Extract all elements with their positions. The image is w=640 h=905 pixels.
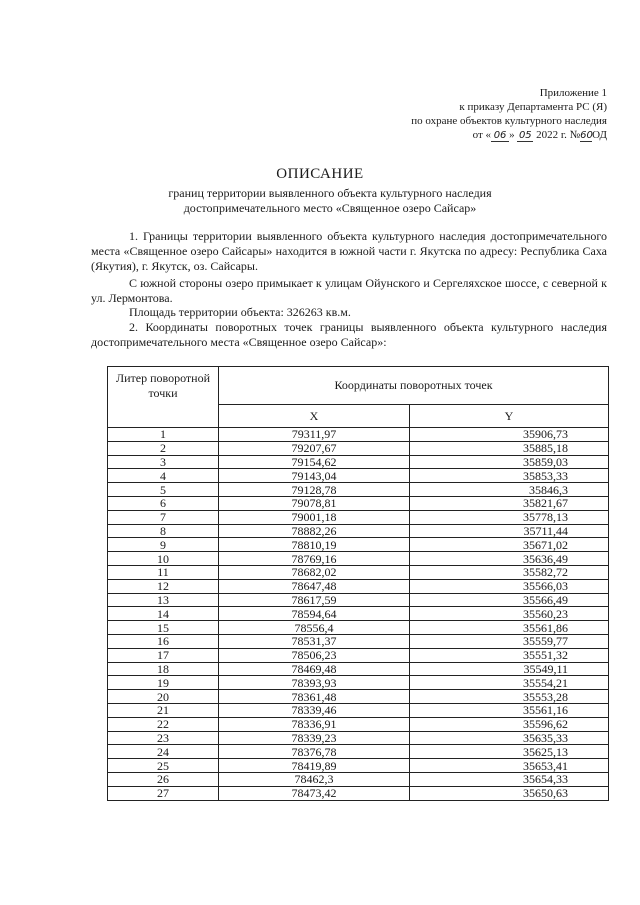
y-value: 35654,33	[410, 772, 609, 786]
paragraph-4	[91, 320, 607, 350]
x-value: 79143,04	[219, 469, 410, 483]
subtitle-line-1: границ территории выявленного объекта культурного наследия	[168, 186, 492, 200]
x-value: 78339,46	[219, 703, 410, 717]
date-mid: »	[509, 129, 518, 141]
point-number: 20	[108, 690, 219, 704]
annex-line-2: к приказу Департамента РС (Я)	[459, 101, 607, 113]
point-number: 16	[108, 634, 219, 648]
table-row	[108, 621, 609, 635]
table-row	[108, 428, 609, 442]
table-row	[108, 634, 609, 648]
table-row	[108, 759, 609, 773]
y-value: 35559,77	[410, 634, 609, 648]
y-value: 35549,11	[410, 662, 609, 676]
x-value: 78336,91	[219, 717, 410, 731]
x-value: 78769,16	[219, 552, 410, 566]
x-value: 78647,48	[219, 579, 410, 593]
point-number: 1	[108, 428, 219, 442]
point-number: 12	[108, 579, 219, 593]
point-number: 10	[108, 552, 219, 566]
paragraph-2-text: С южной стороны озеро примыкает к улицам Ойунского и Сергеляхское шоссе, с северной к ул. Лермонтова.	[91, 276, 607, 305]
table-row	[108, 496, 609, 510]
table-row	[108, 579, 609, 593]
y-value: 35653,41	[410, 759, 609, 773]
x-value: 78462,3	[219, 772, 410, 786]
paragraph-1-text: 1. Границы территории выявленного объекта культурного наследия достопримечательного места «Священное озеро Сайсары» находится в южной части г. Якутска по адресу: Республика Саха (Якутия), г. Якутск, оз. Сайсары.	[91, 229, 607, 273]
point-number: 26	[108, 772, 219, 786]
table-row	[108, 441, 609, 455]
point-number: 27	[108, 786, 219, 800]
table-row	[108, 538, 609, 552]
table-row	[108, 662, 609, 676]
paragraph-1	[91, 229, 607, 274]
point-number: 5	[108, 483, 219, 497]
point-number: 15	[108, 621, 219, 635]
x-value: 78419,89	[219, 759, 410, 773]
point-number: 23	[108, 731, 219, 745]
annex-line-3: по охране объектов культурного наследия	[411, 115, 607, 127]
y-value: 35596,62	[410, 717, 609, 731]
y-value: 35885,18	[410, 441, 609, 455]
x-value: 78469,48	[219, 662, 410, 676]
x-value: 78376,78	[219, 745, 410, 759]
x-value: 79154,62	[219, 455, 410, 469]
header-coordinates: Координаты поворотных точек	[219, 367, 609, 405]
table-row	[108, 552, 609, 566]
table-row	[108, 593, 609, 607]
table-row	[108, 483, 609, 497]
point-number: 22	[108, 717, 219, 731]
y-value: 35560,23	[410, 607, 609, 621]
y-value: 35846,3	[410, 483, 609, 497]
table-row	[108, 731, 609, 745]
x-value: 78882,26	[219, 524, 410, 538]
table-row	[108, 717, 609, 731]
point-number: 17	[108, 648, 219, 662]
x-value: 78339,23	[219, 731, 410, 745]
point-number: 7	[108, 510, 219, 524]
header-y: Y	[410, 405, 609, 428]
paragraph-3	[91, 305, 607, 320]
annex-line-1: Приложение 1	[539, 87, 607, 99]
y-value: 35625,13	[410, 745, 609, 759]
x-value: 78682,02	[219, 565, 410, 579]
x-value: 78594,64	[219, 607, 410, 621]
y-value: 35778,13	[410, 510, 609, 524]
y-value: 35551,32	[410, 648, 609, 662]
x-value: 78531,37	[219, 634, 410, 648]
point-number: 3	[108, 455, 219, 469]
table-row	[108, 745, 609, 759]
table-row	[108, 565, 609, 579]
table-row	[108, 455, 609, 469]
y-value: 35906,73	[410, 428, 609, 442]
y-value: 35636,49	[410, 552, 609, 566]
y-value: 35566,03	[410, 579, 609, 593]
x-value: 79128,78	[219, 483, 410, 497]
table-row	[108, 524, 609, 538]
annex-header	[411, 86, 607, 142]
subtitle-line-2: достопримечательного место «Священное озеро Сайсар»	[183, 201, 477, 215]
y-value: 35711,44	[410, 524, 609, 538]
point-number: 19	[108, 676, 219, 690]
point-number: 21	[108, 703, 219, 717]
x-value: 79001,18	[219, 510, 410, 524]
x-value: 79207,67	[219, 441, 410, 455]
point-number: 6	[108, 496, 219, 510]
header-liter: Литер поворотной точки	[108, 367, 219, 428]
handwritten-number: 60	[580, 130, 593, 141]
point-number: 9	[108, 538, 219, 552]
paragraph-3-text: Площадь территории объекта: 326263 кв.м.	[129, 305, 351, 319]
table-row	[108, 772, 609, 786]
handwritten-day: 06	[491, 130, 509, 142]
y-value: 35553,28	[410, 690, 609, 704]
header-x: X	[219, 405, 410, 428]
point-number: 11	[108, 565, 219, 579]
y-value: 35671,02	[410, 538, 609, 552]
number-suffix: ОД	[592, 129, 607, 141]
table-row	[108, 469, 609, 483]
point-number: 8	[108, 524, 219, 538]
point-number: 24	[108, 745, 219, 759]
x-value: 78473,42	[219, 786, 410, 800]
x-value: 78810,19	[219, 538, 410, 552]
y-value: 35650,63	[410, 786, 609, 800]
y-value: 35561,86	[410, 621, 609, 635]
date-prefix: от «	[472, 129, 492, 141]
table-row	[108, 703, 609, 717]
coordinates-table	[107, 366, 609, 801]
annex-date-line	[411, 128, 607, 142]
table-row	[108, 648, 609, 662]
y-value: 35554,21	[410, 676, 609, 690]
x-value: 78361,48	[219, 690, 410, 704]
point-number: 2	[108, 441, 219, 455]
y-value: 35635,33	[410, 731, 609, 745]
point-number: 4	[108, 469, 219, 483]
y-value: 35566,49	[410, 593, 609, 607]
x-value: 79311,97	[219, 428, 410, 442]
x-value: 79078,81	[219, 496, 410, 510]
coordinates-body	[108, 428, 609, 801]
table-row	[108, 786, 609, 800]
date-suffix: 2022 г. №	[533, 129, 581, 141]
document-title: ОПИСАНИЕ	[276, 166, 364, 182]
y-value: 35821,67	[410, 496, 609, 510]
paragraph-2	[91, 276, 607, 306]
y-value: 35859,03	[410, 455, 609, 469]
x-value: 78556,4	[219, 621, 410, 635]
table-row	[108, 607, 609, 621]
x-value: 78393,93	[219, 676, 410, 690]
paragraph-4-text: 2. Координаты поворотных точек границы выявленного объекта культурного наследия достопримечательного места «Священное озеро Сайсар»:	[91, 320, 607, 349]
document-subtitle	[150, 186, 510, 216]
x-value: 78617,59	[219, 593, 410, 607]
point-number: 14	[108, 607, 219, 621]
table-row	[108, 690, 609, 704]
point-number: 13	[108, 593, 219, 607]
table-row	[108, 676, 609, 690]
y-value: 35853,33	[410, 469, 609, 483]
y-value: 35582,72	[410, 565, 609, 579]
handwritten-month: 05	[518, 130, 532, 141]
table-row	[108, 510, 609, 524]
point-number: 18	[108, 662, 219, 676]
point-number: 25	[108, 759, 219, 773]
y-value: 35561,16	[410, 703, 609, 717]
x-value: 78506,23	[219, 648, 410, 662]
